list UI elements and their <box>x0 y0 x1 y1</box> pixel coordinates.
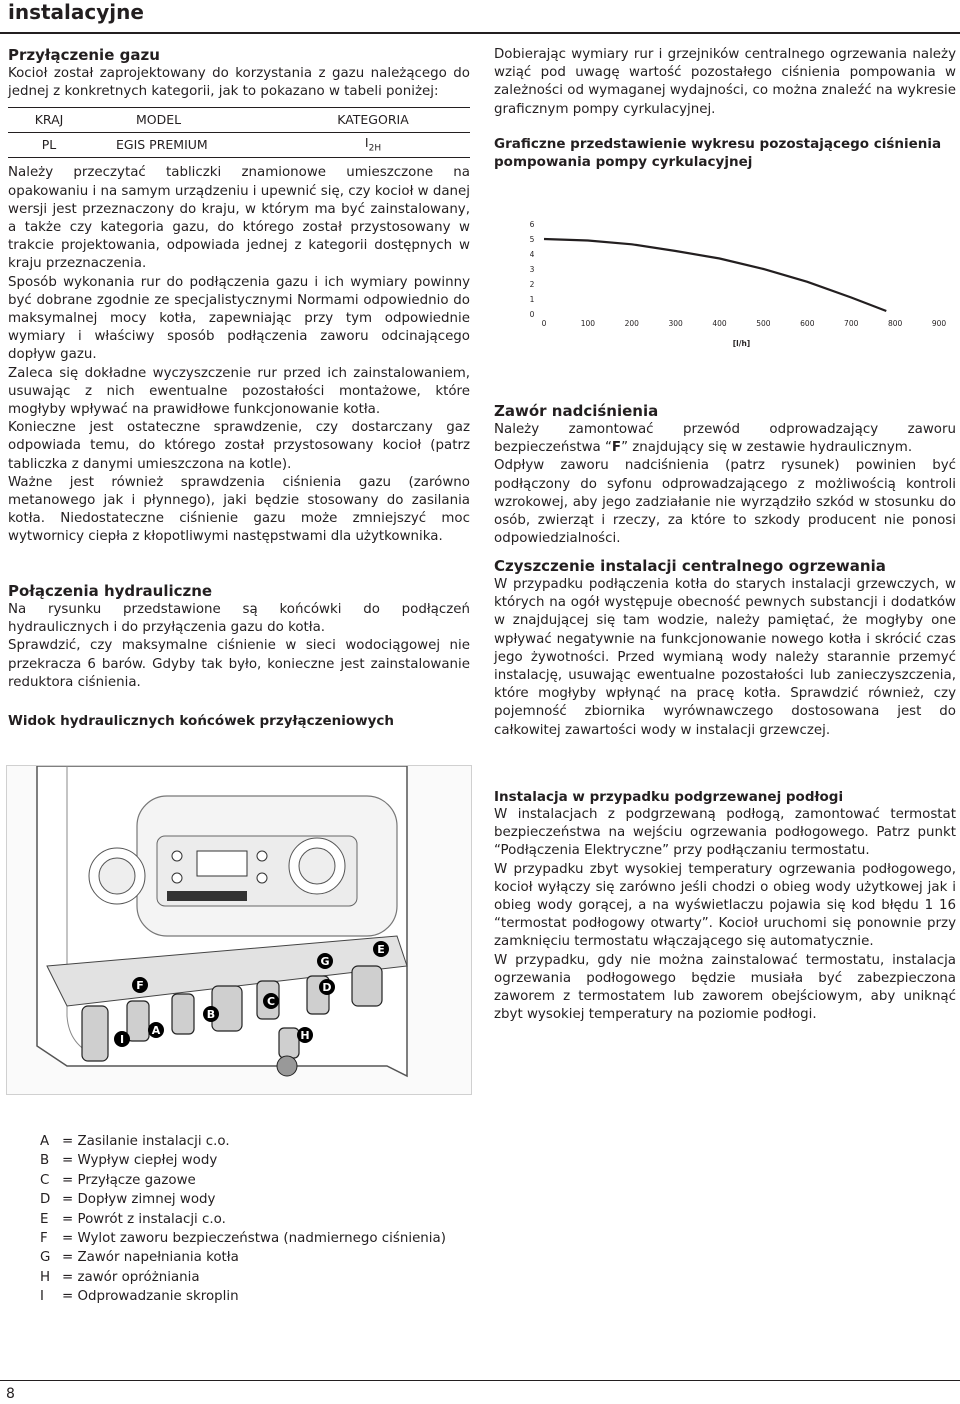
header-rule <box>0 32 960 34</box>
legend-key: I <box>40 1289 44 1305</box>
legend-key: H <box>40 1269 51 1285</box>
x-tick-label: 500 <box>756 319 771 328</box>
footer-rule <box>0 1380 960 1381</box>
floor-paragraph-3: W przypadku, gdy nie można zainstalować termostatu, instalacja ogrzewania podłogowego będzie musiała być zabezpieczona zaworem z termostatem lub zaworem obejściowym, aby uniknąć zbyt wysokiej temperatury na poziomie podłogi. <box>494 952 956 1023</box>
table-cell-country: PL <box>8 133 90 158</box>
pump-curve-line <box>544 239 886 311</box>
gas-paragraph-5: Ważne jest również sprawdzenia ciśnienia gazu (zarówno metanowego jak i płynnego), jaki będzie stosowany do zasilania kotła. Niedostateczne ciśnienie gazu może zmniejszyć moc wytwornicy ciepła z kłopotliwymi następstwami dla użytkownika. <box>8 474 470 545</box>
legend-value: = Wypływ ciepłej wody <box>62 1153 218 1169</box>
x-tick-label: 300 <box>668 319 683 328</box>
figure-label-a: A <box>151 1024 161 1037</box>
gas-paragraph-4: Konieczne jest ostateczne sprawdzenie, czy dostarczany gaz odpowiada temu, do którego został przystosowany kocioł (patrz tabliczka z danymi umieszczona na kotle). <box>8 420 470 472</box>
floor-heating-section <box>494 788 956 1024</box>
legend-item <box>40 1132 446 1151</box>
legend-key: D <box>40 1192 51 1208</box>
valve-text-a: Należy zamontować przewód odprowadzający zaworu bezpieczeństwa “ <box>494 422 956 456</box>
y-tick-label: 4 <box>529 250 535 259</box>
figure-label-c: C <box>266 995 276 1008</box>
x-tick-label: 400 <box>712 319 727 328</box>
x-tick-label: 600 <box>800 319 815 328</box>
y-tick-label: 2 <box>529 280 535 289</box>
hydraulic-connections-figure <box>6 765 472 1095</box>
table-row <box>8 133 470 158</box>
legend-value: = Dopływ zimnej wody <box>62 1192 216 1208</box>
category-sub: 2H <box>368 143 382 154</box>
category-main: I <box>364 134 369 150</box>
x-tick-label: 800 <box>887 319 903 328</box>
figure-legend <box>40 1132 446 1307</box>
figure-label-i: I <box>119 1033 125 1046</box>
page-header-title: instalacyjne <box>8 0 144 24</box>
figure-label-f: F <box>136 979 144 992</box>
table-cell-category <box>236 133 470 158</box>
valve-section <box>494 402 956 548</box>
legend-value: = Odprowadzanie skroplin <box>62 1289 239 1305</box>
y-tick-label: 5 <box>529 235 535 244</box>
hydraulic-paragraph-1: Na rysunku przedstawione są końcówki do podłączeń hydraulicznych i do przyłączenia gazu do kotła. <box>8 602 470 636</box>
x-axis-ticks <box>542 319 947 328</box>
figure-title: Widok hydraulicznych końcówek przyłączeniowych <box>8 713 395 730</box>
table-header-model: MODEL <box>90 108 236 133</box>
x-tick-label: 100 <box>580 319 596 328</box>
gas-intro: Kocioł został zaprojektowany do korzystania z gazu należącego do jednej z konkretnych kategorii, jak to pokazano w tabeli poniżej: <box>8 66 470 100</box>
legend-value: = Powrót z instalacji c.o. <box>62 1211 226 1227</box>
legend-key: F <box>40 1231 48 1247</box>
gas-paragraph-3: Zaleca się dokładne wyczyszczenie rur przed ich zainstalowaniem, usuwając z nich ewentualne pozostałości montażowe, które mogłyby wpływać na prawidłowe funkcjonowanie kotła. <box>8 365 470 418</box>
figure-label-h: H <box>300 1029 310 1042</box>
legend-item <box>40 1171 446 1190</box>
valve-paragraph-2: Odpływ zaworu nadciśnienia (patrz rysunek) powinien być podłączony do syfonu odprowadzającego z możliwością kontroli wzrokowej, aby jego zadziałanie nie wyrządziło szkód w stosunku do osób, zwierząt i rzeczy, za które to szkody producent nie ponosi odpowiedzialności. <box>494 458 956 547</box>
cleaning-section <box>494 557 956 740</box>
x-tick-label: 700 <box>844 319 859 328</box>
legend-key: E <box>40 1211 49 1227</box>
gas-section <box>8 46 470 547</box>
valve-text-f: F <box>611 440 622 456</box>
hydraulic-heading: Połączenia hydrauliczne <box>8 582 213 600</box>
figure-label-d: D <box>322 981 332 994</box>
x-tick-label: 0 <box>541 319 547 328</box>
legend-value: = Zawór napełniania kotła <box>62 1250 239 1266</box>
cleaning-heading: Czyszczenie instalacji centralnego ogrzewania <box>494 557 886 575</box>
legend-item <box>40 1151 446 1170</box>
legend-value: = Zasilanie instalacji c.o. <box>62 1134 230 1149</box>
hydraulic-section <box>8 582 470 730</box>
y-tick-label: 3 <box>529 265 535 274</box>
table-header-country: KRAJ <box>8 108 90 133</box>
pump-pressure-chart <box>494 212 956 362</box>
valve-paragraph-1 <box>494 421 956 457</box>
legend-value: = Przyłącze gazowe <box>62 1172 196 1188</box>
legend-key: G <box>40 1250 51 1266</box>
boiler-drawing <box>7 766 471 1094</box>
gas-category-table <box>8 107 470 158</box>
legend-item <box>40 1229 446 1248</box>
table-row <box>8 108 470 133</box>
table-cell-model: EGIS PREMIUM <box>90 133 236 158</box>
figure-label-b: B <box>206 1008 216 1021</box>
y-axis-ticks <box>530 220 535 319</box>
valve-text-c: ” znajdujący się w zestawie hydraulicznym. <box>621 440 913 456</box>
gas-heading: Przyłączenie gazu <box>8 46 160 64</box>
gas-paragraph-1: Należy przeczytać tabliczki znamionowe umieszczone na opakowaniu i na samym urządzeniu i upewnić się, czy kocioł w danej wersji jest przeznaczony do kraju, w którym ma być zainstalowany, a także czy kategoria gazu, do którego został przystosowany w trakcie projektowania, odpowiada jednej z kategorii dostępnych w kraju przeznaczenia. <box>8 165 470 272</box>
pump-paragraph: Dobierając wymiary rur i grzejników centralnego ogrzewania należy wziąć pod uwagę wartość pozostałego ciśnienia pompowania w zależności od wymaganej wydajności, co można znaleźć na wykresie graficznym pompy cyrkulacyjnej. <box>494 47 956 117</box>
y-tick-label: 1 <box>529 295 535 304</box>
y-tick-label: 6 <box>529 220 535 229</box>
x-axis-label: [l/h] <box>732 339 751 348</box>
legend-value: = zawór opróżniania <box>62 1269 200 1285</box>
pump-section <box>494 46 956 171</box>
legend-item <box>40 1210 446 1229</box>
floor-paragraph-1: W instalacjach z podgrzewaną podłogą, zamontować termostat bezpieczeństwa na wejściu ogrzewania podłogowego. Patrz punkt “Podłączenia Elektryczne” przy podłączaniu termostatu. <box>494 807 956 859</box>
table-header-category: KATEGORIA <box>236 108 470 133</box>
legend-value: = Wylot zaworu bezpieczeństwa (nadmiernego ciśnienia) <box>62 1231 446 1247</box>
legend-item <box>40 1248 446 1267</box>
gas-paragraph-2: Sposób wykonania rur do podłączenia gazu i ich wymiary powinny być dobrane zgodnie ze specjalistycznymi Normami odpowiednio do maksymalnej mocy kotła, zapewniając przy tym odpowiednie wymiary i właściwy sposób podłączenia zaworu odcinającego dopływ gazu. <box>8 274 470 363</box>
legend-item <box>40 1287 446 1306</box>
x-tick-label: 200 <box>624 319 639 328</box>
x-tick-label: 900 <box>931 319 947 328</box>
valve-heading: Zawór nadciśnienia <box>494 402 659 420</box>
hydraulic-paragraph-2: Sprawdzić, czy maksymalne ciśnienie w sieci wodociągowej nie przekracza 6 barów. Gdyby tak było, konieczne jest zainstalowanie reduktora ciśnienia. <box>8 638 470 690</box>
page-number: 8 <box>6 1386 15 1402</box>
legend-item <box>40 1268 446 1287</box>
legend-item <box>40 1190 446 1209</box>
floor-heading: Instalacja w przypadku podgrzewanej podłogi <box>494 789 844 805</box>
legend-key: C <box>40 1172 50 1188</box>
y-tick-label: 0 <box>529 310 535 319</box>
floor-paragraph-2: W przypadku zbyt wysokiej temperatury ogrzewania podłogowego, kocioł wyłączy się zarówno jeśli chodzi o obieg wody użytkowej jak i obieg wody gorącej, a na wyświetlaczu pojawia się kod błędu 1 16 “termostat podłogowy otwarty”. Kocioł uruchomi się ponownie przy zamknięciu termostatu włączającego się automatycznie. <box>494 861 956 950</box>
legend-key: B <box>40 1153 50 1169</box>
figure-label-e: E <box>377 943 385 956</box>
cleaning-paragraph: W przypadku podłączenia kotła do starych instalacji grzewczych, w których na ogół występuje obecność pewnych substancji i dodatków w znajdującej się tam wodzie, należy pamiętać, że mogłyby one wpływać negatywnie na funkcjonowanie nowego kotła i skrócić czas jego żywotności. Przed wymianą wody należy starannie przemyć instalację, usuwając ewentualne pozostałości lub zanieczyszczenia, które mogłyby wpłynąć na pracę kotła. Sprawdzić również, czy pojemność zbiornika wyrównawczego dostosowana jest do całkowitej zawartości wody w instalacji grzewczej. <box>494 577 956 738</box>
legend-key: A <box>40 1134 50 1149</box>
chart-heading: Graficzne przedstawienie wykresu pozostającego ciśnienia pompowania pompy cyrkulacyjnej <box>494 135 942 170</box>
figure-label-g: G <box>320 955 330 968</box>
